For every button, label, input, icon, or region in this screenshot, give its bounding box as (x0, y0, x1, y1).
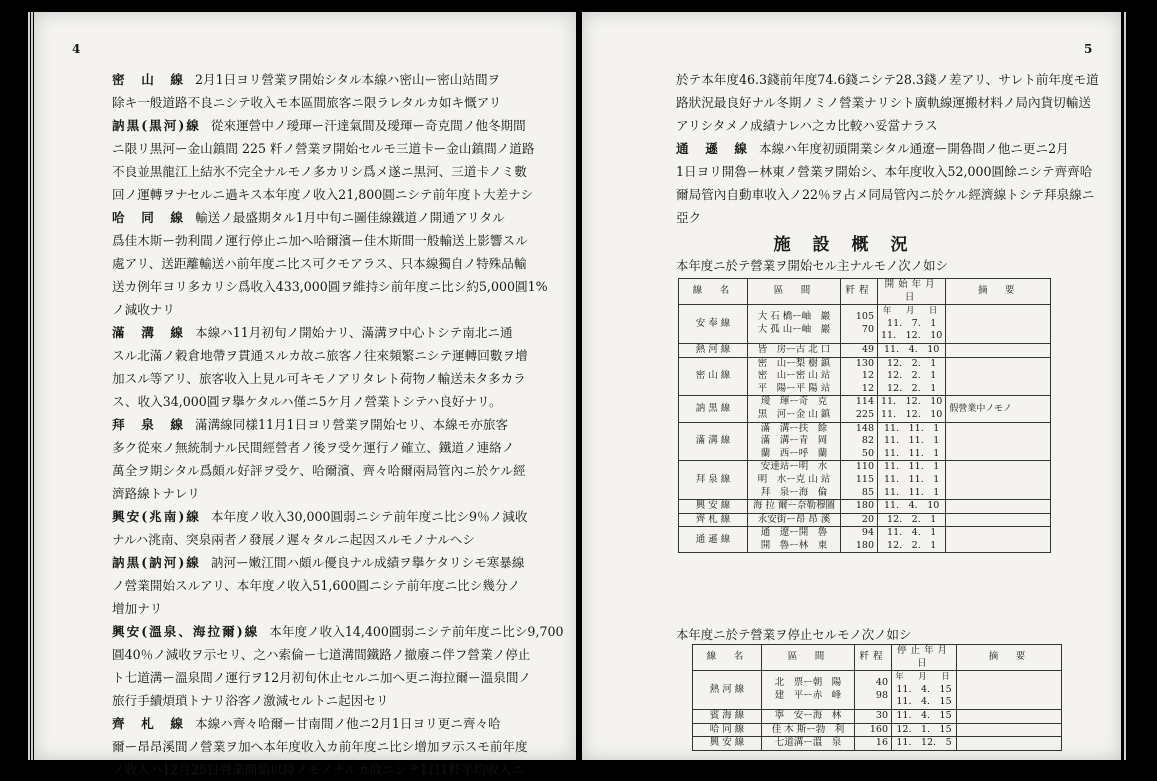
section-cell (748, 527, 841, 553)
line-text: ノ減收ナリ (112, 302, 175, 317)
table-row (679, 422, 1051, 461)
distance-cell (841, 357, 878, 396)
line-text: 本年度ノ收入14,400圓弱ニシテ前年度ニ比シ9,700 (269, 624, 564, 639)
text-line (112, 206, 563, 229)
section-cell (762, 737, 855, 751)
line-text: 本線ハ年度初頭開業シタル通遼ー開魯間ノ他ニ更ニ2月 (758, 141, 1069, 156)
text-line (112, 712, 563, 735)
table-row (693, 737, 1062, 751)
date-cell (878, 513, 946, 527)
remark-cell (957, 709, 1062, 723)
line-text: 濟路線トナレリ (112, 486, 200, 501)
column-header: 區 間 (748, 279, 841, 305)
text-line (676, 160, 1099, 183)
line-text: 爲佳木斯ー勃利間ノ運行停止ニ加へ哈爾濱ー佳木斯間一般輸送上影響スル (112, 233, 528, 248)
table-row (679, 396, 1051, 422)
cell-entry: 11. 12. 10 (881, 396, 943, 408)
cell-entry: 12. 2. 1 (887, 370, 937, 382)
text-line (112, 344, 563, 367)
line-text: 處アリ、送距離輸送ハ前年度ニ比ス可クモアラス、只本線獨自ノ特殊品輸 (112, 256, 527, 271)
remark-cell: 假營業中ノモノ (946, 396, 1051, 422)
line-text: 回ノ運轉ヲナセルニ過キス本年度ノ收入21,800圓ニシテ前年度ト大差ナシ (112, 187, 534, 202)
cell-entry: 皆 房ー古 北 口 (757, 343, 831, 355)
cell-entry: 11. 4. 15 (896, 709, 952, 721)
route-name-cell: 拜 泉 線 (679, 461, 748, 500)
date-cell (878, 305, 946, 344)
distance-cell (841, 461, 878, 500)
cell-entry: 海 拉 爾ー奈勒穆圖 (752, 500, 836, 512)
section-cell (748, 422, 841, 461)
text-line (112, 528, 563, 551)
remark-cell (957, 723, 1062, 737)
line-text: 於テ本年度46.3錢前年度74.6錢ニシテ28.3錢ノ差アリ、サレト前年度モ道 (676, 72, 1099, 87)
line-text: 本線ハ11月初旬ノ開始ナリ、滿溝ヲ中心トシテ南北ニ通 (194, 325, 513, 340)
cell-entry: 密 山ー密 山 站 (757, 370, 831, 382)
route-name-cell: 熱 河 線 (693, 671, 762, 710)
text-line (112, 68, 563, 91)
cell-entry: 105 (855, 311, 874, 323)
cell-entry: 115 (855, 473, 874, 485)
left-page (34, 12, 576, 777)
remark-cell (957, 737, 1062, 751)
column-header: 線 名 (679, 279, 748, 305)
line-text: 本年度ノ收入30,000圓弱ニシテ前年度ニ比シ9％ノ減收 (210, 509, 528, 524)
route-heading: 密 山 線 (112, 72, 185, 87)
text-line (676, 206, 1099, 229)
table-row (679, 357, 1051, 396)
cell-entry: 大 石 橋ー岫 巖 (757, 311, 831, 323)
section-cell (748, 500, 841, 514)
cell-entry: 11. 11. 1 (884, 461, 940, 473)
stopped-routes-table (692, 644, 1062, 751)
route-heading: 興安(溫泉、海拉爾)線 (112, 624, 260, 639)
route-heading: 哈 同 線 (112, 210, 185, 225)
cell-entry: 11. 4. 1 (887, 527, 937, 539)
cell-entry: 11. 12. 10 (881, 330, 943, 342)
cell-entry: 拜 泉ー海 倫 (760, 486, 828, 498)
text-line (112, 643, 563, 666)
cell-entry: 建 平ー赤 峰 (774, 690, 842, 702)
column-header: 粁程 (855, 645, 892, 671)
distance-cell (841, 500, 878, 514)
opened-routes-table (678, 278, 1051, 553)
date-cell (892, 737, 957, 751)
section-cell (762, 671, 855, 710)
section-cell (762, 709, 855, 723)
section-cell (748, 305, 841, 344)
line-text: 本線ハ齊々哈爾ー甘南間ノ他ニ2月1日ヨリ更ニ齊々哈 (194, 716, 501, 731)
cell-entry: 98 (875, 690, 888, 702)
cell-entry: 11. 4. 10 (884, 343, 940, 355)
cell-entry: 12. 2. 1 (887, 357, 937, 369)
date-cell (892, 709, 957, 723)
table-row (679, 461, 1051, 500)
route-name-cell: 賓 海 線 (693, 709, 762, 723)
date-cell (892, 671, 957, 710)
cell-entry: 蘭 西ー呼 蘭 (760, 447, 828, 459)
date-cell (878, 527, 946, 553)
text-line (112, 160, 563, 183)
cell-entry: 滿 溝ー扶 餘 (760, 422, 828, 434)
remark-cell (957, 671, 1062, 710)
route-heading: 訥黒(黒河)線 (112, 118, 201, 133)
page-stack-edge (31, 12, 33, 760)
route-heading: 通 遜 線 (676, 141, 749, 156)
text-line (112, 252, 563, 275)
page-number: 4 (72, 42, 81, 56)
cell-entry: 160 (869, 723, 888, 735)
text-line (112, 413, 563, 436)
line-text: ニ限リ黒河ー金山鎮間 225 粁ノ營業ヲ開始セルモ三道卡ー金山鎮間ノ道路 (112, 141, 535, 156)
cell-entry: 11. 12. 10 (881, 408, 943, 420)
route-name-cell: 滿 溝 線 (679, 422, 748, 461)
text-line (112, 482, 563, 505)
text-line (112, 321, 563, 344)
table-row (679, 527, 1051, 553)
text-line (112, 597, 563, 620)
line-text: 亞ク (676, 210, 702, 225)
route-name-cell: 齊 札 線 (679, 513, 748, 527)
distance-cell (841, 305, 878, 344)
text-line (112, 459, 563, 482)
cell-entry: 開 魯ー林 東 (760, 539, 828, 551)
line-text: 加スル等アリ、旅客收入上見ル可キモノアリタレト荷物ノ輸送未タ多カラ (112, 371, 526, 386)
line-text: スル北滿ノ穀倉地帶ヲ貫通スルカ故ニ旅客ノ往來頻繁ニシテ運轉回數ヲ增 (112, 348, 528, 363)
line-text: 輸送ノ最盛期タル1月中旬ニ圖佳線鐵道ノ開通アリタル (194, 210, 505, 225)
route-heading: 拜 泉 線 (112, 417, 185, 432)
distance-cell (841, 422, 878, 461)
cell-entry: 安達站ー明 水 (760, 461, 828, 473)
line-text: 訥河ー嫩江間ハ頗ル優良ナル成績ヲ擧ケタリシモ寒暴線 (210, 555, 525, 570)
text-line (112, 183, 563, 206)
line-text: 除キ一般道路不良ニシテ收入モ本區間旅客ニ限ラレタルカ如キ慨アリ (112, 95, 502, 110)
text-line (112, 574, 563, 597)
cell-entry: 225 (855, 408, 874, 420)
column-header: 摘 要 (946, 279, 1051, 305)
distance-cell (855, 737, 892, 751)
text-line (112, 229, 563, 252)
line-text: ト七道溝ー溫泉間ノ運行ヲ12月初旬休止セルニ加へ更ニ海拉爾ー溫泉間ノ (112, 670, 532, 685)
line-text: 爾ー昂昂溪間ノ營業ヲ加へ本年度收入カ前年度ニ比シ增加ヲ示スモ前年度 (112, 739, 528, 754)
cell-entry: 平 陽ー平 陽 站 (757, 382, 831, 394)
line-text: ノ營業開始スルアリ、本年度ノ收入51,600圓ニシテ前年度ニ比シ幾分ノ (112, 578, 521, 593)
line-text: 滿溝線同樣11月1日ヨリ營業ヲ開始セリ、本線モ亦旅客 (194, 417, 509, 432)
line-text: 萬全ヲ期シタル爲頗ル好評ヲ受ケ、哈爾濱、齊々哈爾兩局管內ニ於ケル經 (112, 463, 526, 478)
date-cell (878, 357, 946, 396)
text-line (112, 620, 563, 643)
section-cell (748, 513, 841, 527)
column-header: 摘 要 (957, 645, 1062, 671)
cell-entry: 49 (861, 343, 874, 355)
remark-cell (946, 343, 1051, 357)
cell-entry: 11. 4. 10 (884, 500, 940, 512)
table-caption-opened: 本年度ニ於テ營業ヲ開始セル主ナルモノ次ノ如シ (676, 258, 948, 273)
text-line (112, 390, 563, 413)
table-row (679, 343, 1051, 357)
right-page (582, 12, 1121, 760)
cell-entry: 50 (861, 447, 874, 459)
cell-entry: 180 (855, 539, 874, 551)
table-caption-stopped: 本年度ニ於テ營業ヲ停止セルモノ次ノ如シ (676, 627, 912, 642)
route-name-cell: 密 山 線 (679, 357, 748, 396)
distance-cell (841, 527, 878, 553)
line-text: 增加ナリ (112, 601, 163, 616)
cell-entry: 12. 2. 1 (887, 539, 937, 551)
cell-entry: 40 (875, 677, 888, 689)
cell-entry: 82 (861, 435, 874, 447)
body-text (112, 68, 563, 781)
table-row (693, 723, 1062, 737)
cell-entry: 30 (875, 709, 888, 721)
column-header: 線 名 (693, 645, 762, 671)
route-heading: 訥黒(訥河)線 (112, 555, 201, 570)
line-text: ナルハ洮南、突泉兩者ノ發展ノ遲々タルニ起因スルモノナルヘシ (112, 532, 475, 547)
section-cell (762, 723, 855, 737)
text-line (676, 183, 1099, 206)
date-unit-header: 年 月 日 (895, 672, 953, 683)
route-name-cell: 訥 黒 線 (679, 396, 748, 422)
cell-entry: 通 遼ー開 魯 (760, 527, 828, 539)
line-text: 路狀況最良好ナル冬期ノミノ營業ナリシト廣軌線運搬材料ノ局內貨切輸送 (676, 95, 1091, 110)
cell-entry: 11. 7. 1 (887, 317, 937, 329)
remark-cell (946, 305, 1051, 344)
line-text: アリシタメノ成績ナレハ之カ比較ハ妥當ナラス (676, 118, 938, 133)
page-stack-edge (1124, 12, 1126, 760)
distance-cell (841, 343, 878, 357)
line-text: 不良並黒龍江上結氷不完全ナルモノ多カリシ爲メ遂ニ黒河、三道卡ノミ數 (112, 164, 527, 179)
route-name-cell: 哈 同 線 (693, 723, 762, 737)
cell-entry: 12. 2. 1 (887, 513, 937, 525)
cell-entry: 滿 溝ー青 岡 (760, 435, 828, 447)
cell-entry: 110 (855, 461, 874, 473)
line-text: 爾局管內自動車收入ノ22％ヲ占メ同局管內ニ於ケル經濟線トシテ拜泉線ニ (676, 187, 1095, 202)
text-line (112, 758, 563, 781)
distance-cell (841, 513, 878, 527)
distance-cell (841, 396, 878, 422)
line-text: ス、收入34,000圓ヲ擧ケタルハ僅ニ5ケ月ノ營業トシテハ良好ナリ。 (112, 394, 502, 409)
distance-cell (855, 709, 892, 723)
remark-cell (946, 513, 1051, 527)
text-line (112, 505, 563, 528)
text-line (112, 689, 563, 712)
cell-entry: 148 (855, 422, 874, 434)
route-name-cell: 興 安 線 (693, 737, 762, 751)
remark-cell (946, 461, 1051, 500)
line-text: ノ收入ハ12月25日營業開始以降ノモノナルカ故ニシテ1日1粁平均收入ニ (112, 762, 525, 777)
text-line (112, 114, 563, 137)
text-line (112, 275, 563, 298)
cell-entry: 94 (861, 527, 874, 539)
cell-entry: 70 (861, 324, 874, 336)
cell-entry: 180 (855, 500, 874, 512)
line-text: 送カ例年ヨリ多カリシ爲收入433,000圓ヲ維持シ前年度ニ比シ約5,000圓1% (112, 279, 548, 294)
column-header: 開始年月日 (878, 279, 946, 305)
cell-entry: 密 山ー梨 樹 鎮 (757, 357, 831, 369)
remark-cell (946, 422, 1051, 461)
date-cell (892, 723, 957, 737)
route-heading: 齊 札 線 (112, 716, 185, 731)
distance-cell (855, 723, 892, 737)
route-name-cell: 通 遜 線 (679, 527, 748, 553)
cell-entry: 12 (861, 382, 874, 394)
route-name-cell: 興 安 線 (679, 500, 748, 514)
date-cell (878, 343, 946, 357)
cell-entry: 永安街ー昂 昂 溪 (757, 513, 831, 525)
cell-entry: 北 票ー朝 陽 (774, 677, 842, 689)
cell-entry: 黒 河ー金 山 鎮 (757, 408, 831, 420)
text-line (676, 114, 1099, 137)
section-cell (748, 396, 841, 422)
table-row (693, 671, 1062, 710)
route-name-cell: 熱 河 線 (679, 343, 748, 357)
line-text: 2月1日ヨリ營業ヲ開始シタル本線ハ密山ー密山站間ヲ (194, 72, 501, 87)
table-row (679, 500, 1051, 514)
text-line (112, 367, 563, 390)
cell-entry: 12. 1. 15 (896, 723, 952, 735)
cell-entry: 16 (875, 737, 888, 749)
cell-entry: 七道溝ー溫 泉 (774, 737, 842, 749)
table-row (679, 305, 1051, 344)
table-row (693, 709, 1062, 723)
cell-entry: 大 孤 山ー岫 巖 (757, 324, 831, 336)
text-line (112, 666, 563, 689)
cell-entry: 佳 木 斯ー勃 利 (771, 723, 845, 735)
line-text: 1日ヨリ開魯ー林東ノ營業ヲ開始シ、本年度收入52,000圓餘ニシテ齊齊哈 (676, 164, 1093, 179)
cell-entry: 11. 4. 15 (896, 683, 952, 695)
date-cell (878, 500, 946, 514)
body-text (676, 68, 1099, 229)
text-line (112, 137, 563, 160)
cell-entry: 20 (861, 513, 874, 525)
date-unit-header: 年 月 日 (882, 306, 941, 317)
cell-entry: 11. 11. 1 (884, 422, 940, 434)
line-text: 旅行手續煩瑣トナリ浴客ノ激減セルトニ起因セリ (112, 693, 389, 708)
cell-entry: 璦 琿ー奇 克 (760, 396, 828, 408)
cell-entry: 明 水ー克 山 站 (757, 473, 831, 485)
text-line (676, 68, 1099, 91)
distance-cell (855, 671, 892, 710)
page-number: 5 (1084, 42, 1093, 56)
cell-entry: 11. 11. 1 (884, 447, 940, 459)
cell-entry: 130 (855, 357, 874, 369)
cell-entry: 12 (861, 370, 874, 382)
page-stack-edge (28, 12, 30, 760)
table-row (679, 513, 1051, 527)
cell-entry: 114 (855, 396, 874, 408)
cell-entry: 寧 安ー海 林 (774, 709, 842, 721)
line-text: 圓40％ノ減收ヲ示セリ、之ハ索倫ー七道溝間鐵路ノ撤廢ニ伴フ營業ノ停止 (112, 647, 531, 662)
route-name-cell: 安 奉 線 (679, 305, 748, 344)
section-cell (748, 343, 841, 357)
section-cell (748, 461, 841, 500)
text-line (112, 298, 563, 321)
route-heading: 滿 溝 線 (112, 325, 185, 340)
remark-cell (946, 357, 1051, 396)
cell-entry: 11. 12. 5 (896, 737, 952, 749)
date-cell (878, 422, 946, 461)
remark-cell (946, 527, 1051, 553)
text-line (112, 436, 563, 459)
column-header: 停止年月日 (892, 645, 957, 671)
date-cell (878, 461, 946, 500)
route-heading: 興安(兆南)線 (112, 509, 201, 524)
text-line (676, 137, 1099, 160)
text-line (112, 735, 563, 758)
section-title: 施設概況 (773, 235, 930, 255)
section-cell (748, 357, 841, 396)
cell-entry: 11. 11. 1 (884, 473, 940, 485)
date-cell (878, 396, 946, 422)
line-text: 多ク從來ノ無統制ナル民間經營者ノ後ヲ受ケ運行ノ確立、鐵道ノ連絡ノ (112, 440, 515, 455)
text-line (112, 91, 563, 114)
cell-entry: 12. 2. 1 (887, 382, 937, 394)
text-line (676, 91, 1099, 114)
line-text: 從來運營中ノ璦琿ー汗達氣間及璦琿ー奇克間ノ他冬期間 (210, 118, 526, 133)
text-line (112, 551, 563, 574)
cell-entry: 11. 4. 15 (896, 696, 952, 708)
column-header: 粁程 (841, 279, 878, 305)
cell-entry: 85 (861, 486, 874, 498)
cell-entry: 11. 11. 1 (884, 435, 940, 447)
remark-cell (946, 500, 1051, 514)
cell-entry: 11. 11. 1 (884, 486, 940, 498)
column-header: 區 間 (762, 645, 855, 671)
